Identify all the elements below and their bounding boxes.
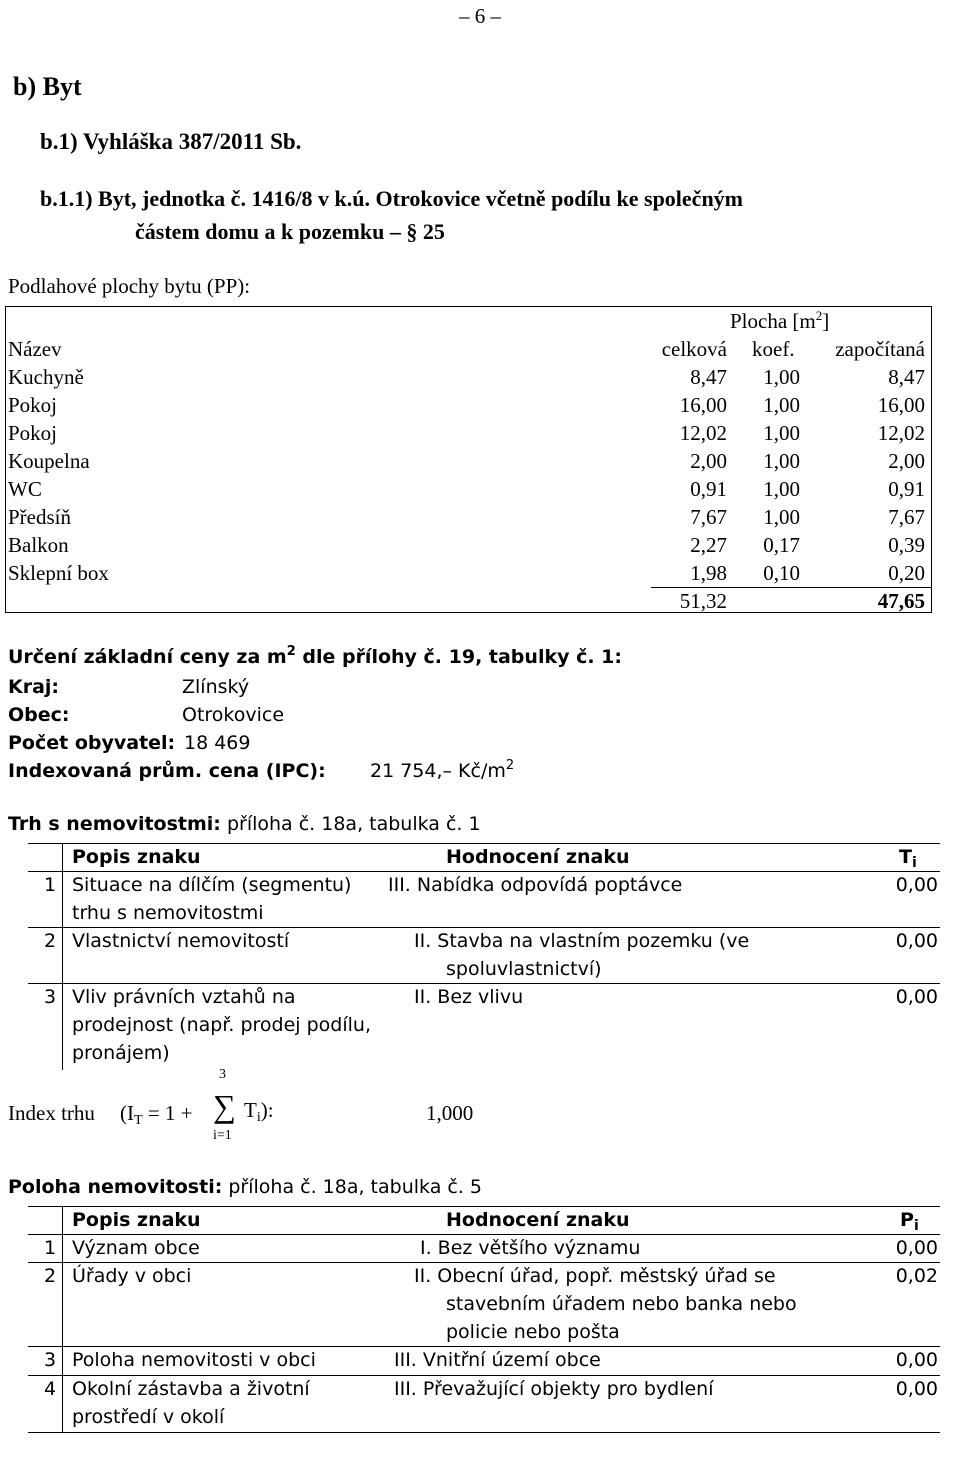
floor-row-total: 1,98 xyxy=(690,561,727,585)
sum-total: 51,32 xyxy=(679,589,727,613)
location-row-number: 3 xyxy=(44,1349,57,1371)
floor-row-total: 12,02 xyxy=(679,421,727,445)
floor-row-total: 2,00 xyxy=(690,449,727,473)
location-row-value: 0,00 xyxy=(895,1378,938,1400)
plocha-header: Plocha $[m^2]$ xyxy=(730,308,830,333)
location-row-value: 0,02 xyxy=(895,1265,938,1287)
location-col-desc: Popis znaku xyxy=(72,1209,201,1231)
market-index-formula-end: $T_i$): xyxy=(244,1098,274,1125)
market-row-desc: Vliv právních vztahů na xyxy=(72,986,296,1008)
floor-row-coef: 0,10 xyxy=(763,561,800,585)
market-row-value: 0,00 xyxy=(895,986,938,1008)
location-row-eval: I. Bez většího významu xyxy=(420,1237,641,1259)
market-row-desc: pronájem) xyxy=(72,1042,170,1064)
sigma-symbol: ∑ xyxy=(213,1088,236,1124)
section-b-heading: b) Byt xyxy=(13,72,82,101)
floor-row-name: Kuchyně xyxy=(8,365,84,389)
floor-row-counted: 8,47 xyxy=(888,365,925,389)
floor-row-counted: 0,39 xyxy=(888,533,925,557)
floor-row-counted: 12,02 xyxy=(877,421,925,445)
location-row-desc: Význam obce xyxy=(72,1237,200,1259)
sigma-top: 3 xyxy=(219,1067,226,1082)
location-row-eval: II. Obecní úřad, popř. městský úřad se xyxy=(414,1265,776,1287)
market-col-t: $T_i$ xyxy=(899,846,917,871)
market-row-value: 0,00 xyxy=(895,874,938,896)
floor-row-total: 8,47 xyxy=(690,365,727,389)
market-row-number: 2 xyxy=(44,930,57,952)
location-row-desc: Okolní zástavba a životní xyxy=(72,1378,310,1400)
ipc-value: 21 754,– $Kč/m^2$ xyxy=(370,758,515,782)
floor-row-counted: 7,67 xyxy=(888,505,925,529)
floor-row-name: Balkon xyxy=(8,533,69,557)
floor-row-name: Pokoj xyxy=(8,393,58,417)
location-row-number: 4 xyxy=(44,1378,57,1400)
page-number: – 6 – xyxy=(459,4,501,28)
population-value: 18 469 xyxy=(184,732,251,754)
col-header-total: celková xyxy=(661,337,727,361)
market-row-value: 0,00 xyxy=(895,930,938,952)
location-col-eval: Hodnocení znaku xyxy=(446,1209,630,1231)
location-row-eval: policie nebo pošta xyxy=(446,1321,620,1343)
kraj-value: Zlínský xyxy=(182,676,250,698)
floor-row-coef: 1,00 xyxy=(763,365,800,389)
location-row-number: 2 xyxy=(44,1265,57,1287)
section-b11-heading-line1: b.1.1) Byt, jednotka č. 1416/8 v k.ú. Otrokovice včetně podílu ke společným xyxy=(40,186,744,211)
location-row-desc: Poloha nemovitosti v obci xyxy=(72,1349,316,1371)
floor-row-counted: 16,00 xyxy=(877,393,925,417)
location-row-value: 0,00 xyxy=(895,1349,938,1371)
location-row-eval: stavebním úřadem nebo banka nebo xyxy=(446,1293,797,1315)
section-b1-heading: b.1) Vyhláška 387/2011 Sb. xyxy=(40,129,302,154)
floor-row-name: Předsíň xyxy=(8,505,71,529)
floor-row-coef: 0,17 xyxy=(763,533,800,557)
population-label: Počet obyvatel: xyxy=(8,732,176,754)
floor-row-counted: 0,91 xyxy=(888,477,925,501)
col-header-name: Název xyxy=(8,337,62,361)
col-header-counted: započítaná xyxy=(835,337,925,361)
floor-row-coef: 1,00 xyxy=(763,449,800,473)
market-col-desc: Popis znaku xyxy=(72,846,201,868)
floor-area-heading: Podlahové plochy bytu (PP): xyxy=(8,274,251,298)
floor-row-coef: 1,00 xyxy=(763,505,800,529)
market-row-number: 3 xyxy=(44,986,57,1008)
ipc-label: Indexovaná prům. cena (IPC): xyxy=(8,760,326,782)
obec-label: Obec: xyxy=(8,704,70,726)
market-index-formula-start: ($I_T = 1$ + xyxy=(120,1101,193,1128)
floor-row-total: 16,00 xyxy=(679,393,727,417)
floor-row-coef: 1,00 xyxy=(763,393,800,417)
floor-row-name: Koupelna xyxy=(8,449,90,473)
location-row-desc: Úřady v obci xyxy=(72,1265,192,1287)
market-row-eval: spoluvlastnictví) xyxy=(446,958,602,980)
obec-value: Otrokovice xyxy=(182,704,285,726)
floor-row-counted: 2,00 xyxy=(888,449,925,473)
floor-row-coef: 1,00 xyxy=(763,477,800,501)
market-row-eval: II. Stavba na vlastním pozemku (ve xyxy=(414,930,750,952)
floor-row-name: WC xyxy=(8,477,42,501)
location-row-value: 0,00 xyxy=(895,1237,938,1259)
location-row-desc: prostředí v okolí xyxy=(72,1406,225,1428)
location-col-p: $P_i$ xyxy=(900,1209,919,1234)
market-row-eval: II. Bez vlivu xyxy=(414,986,524,1008)
floor-row-name: Sklepní box xyxy=(8,561,109,585)
col-header-coef: koef. xyxy=(752,337,795,361)
location-row-eval: III. Vnitřní území obce xyxy=(394,1349,601,1371)
location-row-number: 1 xyxy=(44,1237,57,1259)
market-row-eval: III. Nabídka odpovídá poptávce xyxy=(388,874,683,896)
sigma-bottom: i=1 xyxy=(213,1128,232,1143)
floor-row-total: 7,67 xyxy=(690,505,727,529)
floor-row-name: Pokoj xyxy=(8,421,58,445)
sum-counted: 47,65 xyxy=(877,589,925,613)
market-row-number: 1 xyxy=(44,874,57,896)
market-index-value: 1,000 xyxy=(426,1101,474,1125)
market-row-desc: trhu s nemovitostmi xyxy=(72,902,264,924)
market-row-desc: prodejnost (např. prodej podílu, xyxy=(72,1014,371,1036)
location-heading: Poloha nemovitosti: příloha č. 18a, tabulka č. 5 xyxy=(8,1176,482,1198)
market-index-label: Index trhu xyxy=(8,1101,95,1125)
floor-row-total: 0,91 xyxy=(690,477,727,501)
market-heading: Trh s nemovitostmi: příloha č. 18a, tabulka č. 1 xyxy=(8,813,481,835)
market-row-desc: Vlastnictví nemovitostí xyxy=(72,930,290,952)
floor-row-counted: 0,20 xyxy=(888,561,925,585)
market-col-eval: Hodnocení znaku xyxy=(446,846,630,868)
section-b11-heading-line2: částem domu a k pozemku – § 25 xyxy=(135,219,445,244)
market-row-desc: Situace na dílčím (segmentu) xyxy=(72,874,352,896)
floor-row-total: 2,27 xyxy=(690,533,727,557)
location-row-eval: III. Převažující objekty pro bydlení xyxy=(394,1378,714,1400)
floor-row-coef: 1,00 xyxy=(763,421,800,445)
base-price-heading: Určení základní ceny za $m^2$ dle přílohy č. 19, tabulky č. 1: xyxy=(8,644,622,668)
kraj-label: Kraj: xyxy=(8,676,60,698)
